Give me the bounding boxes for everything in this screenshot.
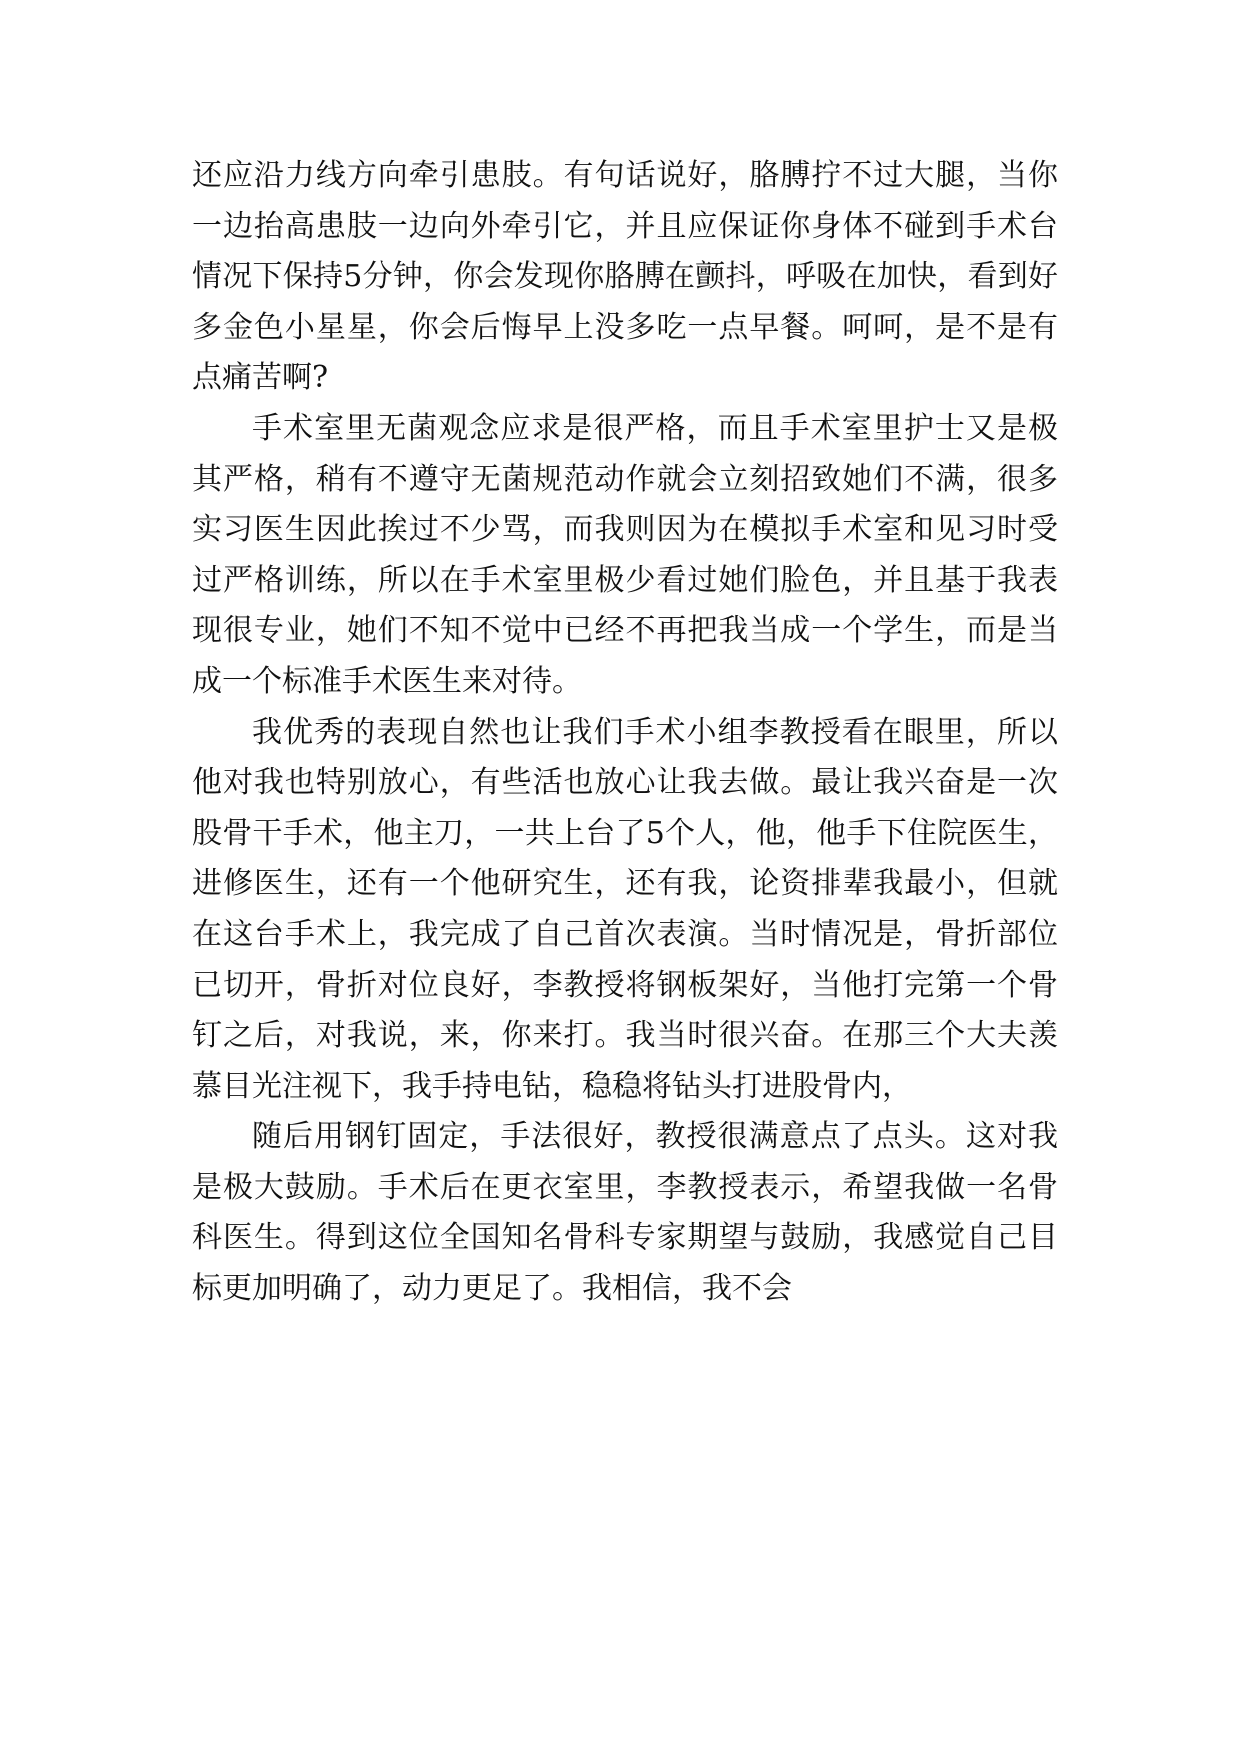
paragraph-4: 随后用钢钉固定，手法很好，教授很满意点了点头。这对我是极大鼓励。手术后在更衣室里，李教授表示，希望我做一名骨科医生。得到这位全国知名骨科专家期望与鼓励，我感觉自己目标更加明确了，动力更足了。我相信，我不会 xyxy=(192,1119,1058,1307)
paragraph-3: 我优秀的表现自然也让我们手术小组李教授看在眼里，所以他对我也特别放心，有些活也放心让我去做。最让我兴奋是一次股骨干手术，他主刀，一共上台了5个人，他，他手下住院医生，进修医生，还有一个他研究生，还有我，论资排辈我最小，但就在这台手术上，我完成了自己首次表演。当时情况是，骨折部位已切开，骨折对位良好，李教授将钢板架好，当他打完第一个骨钉之后，对我说，来，你来打。我当时很兴奋。在那三个大夫羡慕目光注视下，我手持电钻，稳稳将钻头打进股骨内， xyxy=(192,714,1058,1104)
paragraph-2: 手术室里无菌观念应求是很严格，而且手术室里护士又是极其严格，稍有不遵守无菌规范动作就会立刻招致她们不满，很多实习医生因此挨过不少骂，而我则因为在模拟手术室和见习时受过严格训练，所以在手术室里极少看过她们脸色，并且基于我表现很专业，她们不知不觉中已经不再把我当成一个学生，而是当成一个标准手术医生来对待。 xyxy=(192,410,1058,699)
document-body xyxy=(192,151,1058,1315)
paragraph-1: 还应沿力线方向牵引患肢。有句话说好，胳膊拧不过大腿，当你一边抬高患肢一边向外牵引它，并且应保证你身体不碰到手术台情况下保持5分钟，你会发现你胳膊在颤抖，呼吸在加快，看到好多金色小星星，你会后悔早上没多吃一点早餐。呵呵，是不是有点痛苦啊? xyxy=(192,158,1058,396)
